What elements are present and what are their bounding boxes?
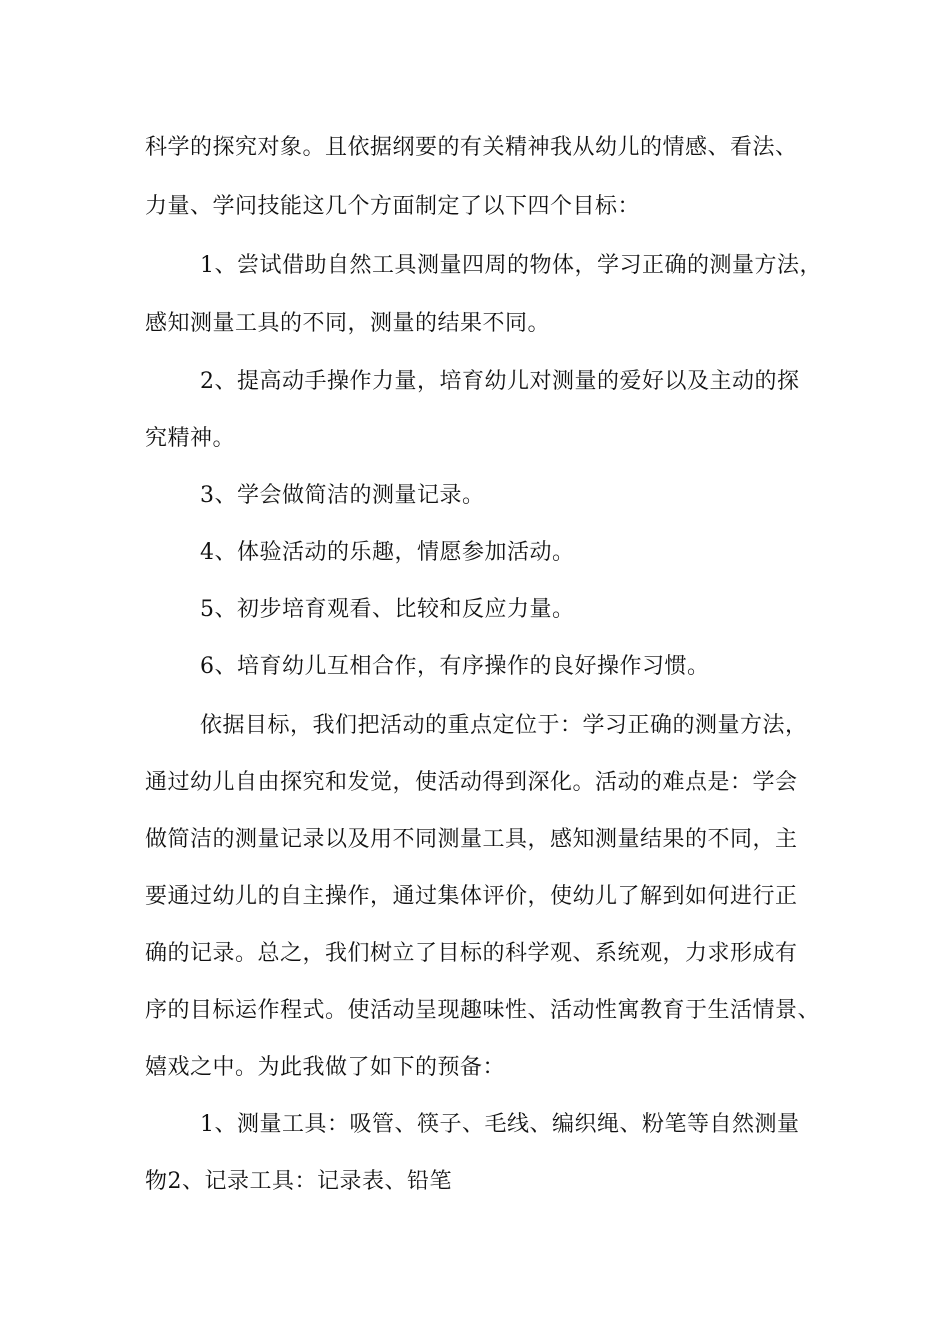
goal-2-line-2: 究精神。 <box>145 426 236 451</box>
focus-paragraph-line-4: 要通过幼儿的自主操作，通过集体评价，使幼儿了解到如何进行正 <box>145 884 798 909</box>
goal-2-line-1: 2、提高动手操作力量，培育幼儿对测量的爱好以及主动的探 <box>200 369 800 394</box>
focus-paragraph-line-2: 通过幼儿自由探究和发觉，使活动得到深化。活动的难点是：学会 <box>145 770 798 795</box>
goal-3: 3、学会做简洁的测量记录。 <box>200 483 485 508</box>
focus-paragraph-line-3: 做简洁的测量记录以及用不同测量工具，感知测量结果的不同，主 <box>145 827 798 852</box>
text-line-1: 科学的探究对象。且依据纲要的有关精神我从幼儿的情感、看法、 <box>145 135 798 160</box>
text-line-2: 力量、学问技能这几个方面制定了以下四个目标： <box>145 194 641 219</box>
goal-1-line-1: 1、尝试借助自然工具测量四周的物体，学习正确的测量方法， <box>200 253 822 278</box>
goal-4: 4、体验活动的乐趣，情愿参加活动。 <box>200 540 575 565</box>
preparation-line-1: 1、测量工具：吸管、筷子、毛线、编织绳、粉笔等自然测量 <box>200 1112 800 1137</box>
goal-1-line-2: 感知测量工具的不同，测量的结果不同。 <box>145 311 551 336</box>
preparation-line-2: 物2、记录工具：记录表、铅笔 <box>145 1169 452 1194</box>
goal-6: 6、培育幼儿互相合作，有序操作的良好操作习惯。 <box>200 654 710 679</box>
focus-paragraph-line-6: 序的目标运作程式。使活动呈现趣味性、活动性寓教育于生活情景、 <box>145 998 821 1023</box>
goal-5: 5、初步培育观看、比较和反应力量。 <box>200 597 575 622</box>
focus-paragraph-line-5: 确的记录。总之，我们树立了目标的科学观、系统观，力求形成有 <box>145 941 798 966</box>
focus-paragraph-line-1: 依据目标，我们把活动的重点定位于：学习正确的测量方法， <box>200 713 808 738</box>
focus-paragraph-line-7: 嬉戏之中。为此我做了如下的预备： <box>145 1055 506 1080</box>
